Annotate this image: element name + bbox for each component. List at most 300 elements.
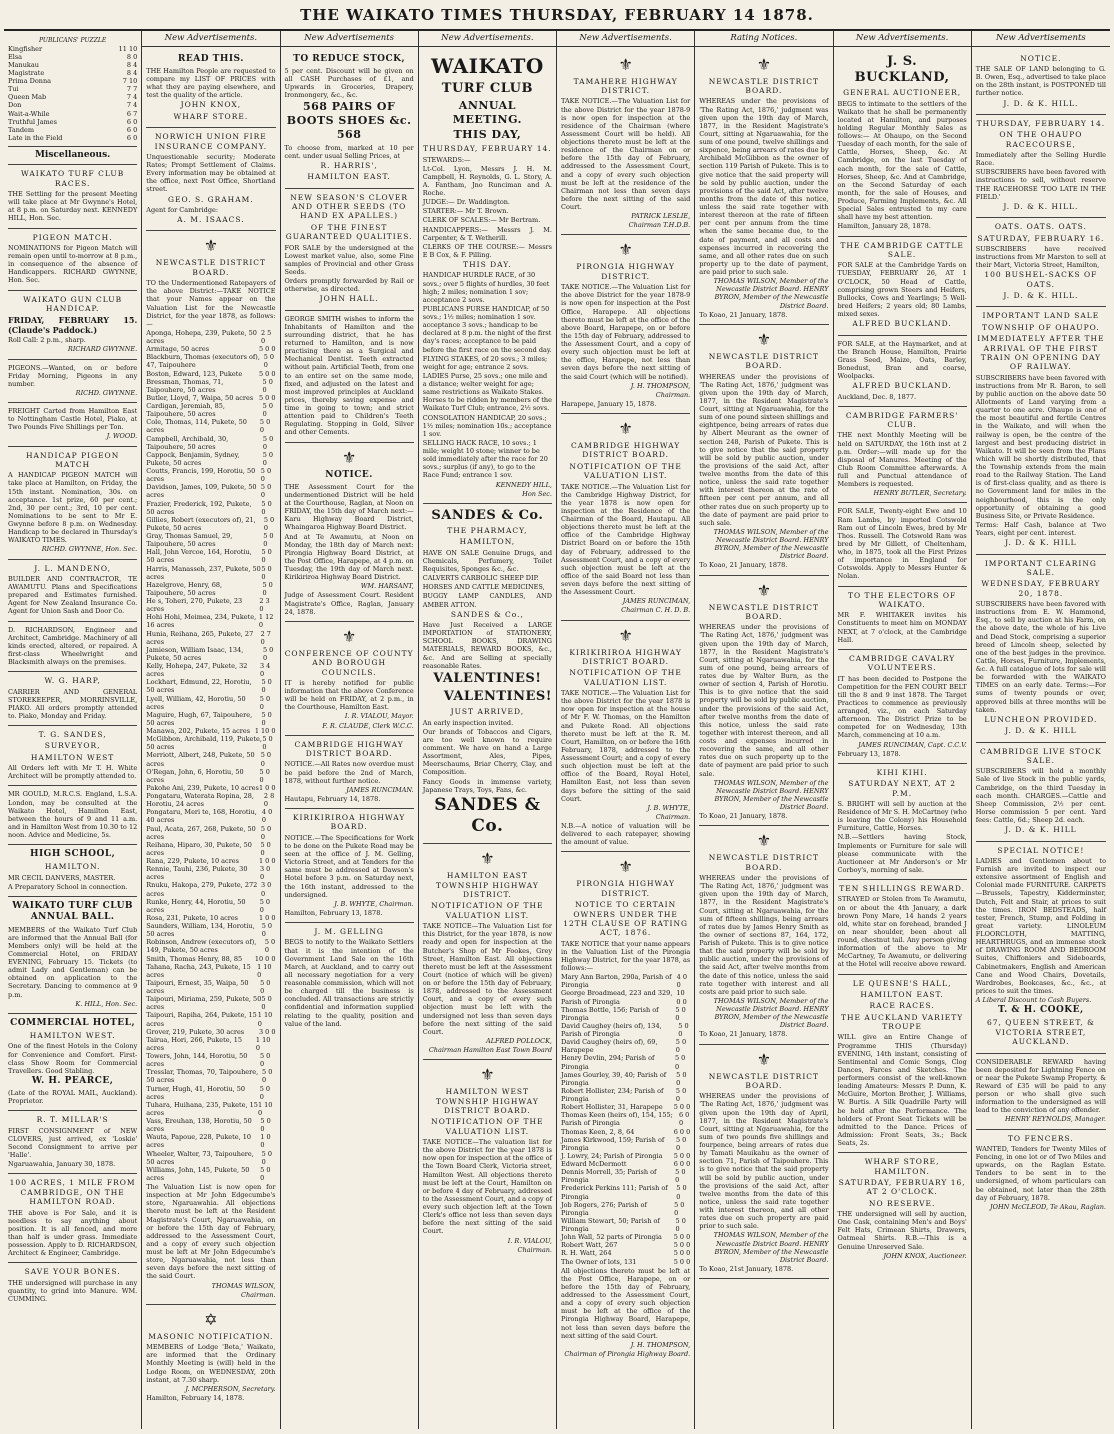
crest-icon: ⚜ <box>618 625 633 645</box>
ad-harp <box>8 672 137 726</box>
row-label: Kingfisher <box>8 44 43 53</box>
ad-mandeno <box>8 560 137 622</box>
ad-date: SATURDAY, FEBRUARY 16. <box>977 233 1105 243</box>
ad-body: BUILDER AND CONTRACTOR, TE AWAMUTU. Plans and Specifications prepared and Estimates furnished. Agent for New Zealand Insurance Co. Agent for Union Sash and Door Co. <box>8 574 138 616</box>
row-label: Jamieson, William Isaac, 134, Pukete, 50 acres <box>146 645 244 662</box>
rating-notice <box>699 826 828 1044</box>
list-item <box>146 467 275 483</box>
ad-title: W. G. HARP, <box>44 676 101 686</box>
ad-subtitle: ANNUAL MEETING. <box>452 98 522 126</box>
row-label: Cardigan, Jeremiah, 85, Taipouhere, 50 acres <box>146 402 225 419</box>
ad-body: MR F. WHITAKER invites his Constituents to meet him on MONDAY NEXT, at 7 o'clock, at the Cambridge Hall. <box>837 611 967 644</box>
column-header: New Advertisements. <box>419 31 556 47</box>
ad-title: WAIKATO <box>430 53 544 78</box>
row-value: 11 10 <box>118 44 138 53</box>
ad-title: CAMBRIDGE HIGHWAY DISTRICT BOARD. <box>570 441 681 460</box>
row-value: 1 10 0 <box>257 1011 273 1028</box>
row-label: Dennis Morrell, 35; Parish of Pirongia <box>561 1168 657 1185</box>
row-label: Tuhara, Huihana, 235, Pukete, 15 acres <box>146 1100 258 1117</box>
row-label: Rennie, Tauhi, 236, Pukete, 30 acres <box>146 865 248 882</box>
ad-name: J. D. & K. HILL <box>1005 538 1077 548</box>
ad-product: CALVERTS CARBOLIC SHEEP DIP. <box>422 574 539 583</box>
row-label: Rosa, 231, Pukete, 10 acres <box>146 913 239 922</box>
ad-title: KIRIKIRIROA HIGHWAY BOARD. <box>292 813 406 832</box>
ad-title: WAIKATO TURF CLUB ANNUAL BALL. <box>12 901 134 923</box>
list-item <box>146 646 275 662</box>
row-value: 5 0 0 <box>673 1233 691 1242</box>
ad-signature: JOHN McCLEOD, Te Akau, Raglan. <box>990 1202 1106 1211</box>
list-item <box>146 329 275 345</box>
list-item <box>146 678 275 694</box>
row-label: Tresslar, Thomas, 70, Taipouhere, 50 acres <box>146 1068 259 1085</box>
ad-subtitle: RACE RACES. <box>869 1001 935 1011</box>
column-header: New Advertisements <box>281 31 418 47</box>
crest-icon: ⚜ <box>480 1065 495 1085</box>
ad-hamilton-west-valuation <box>423 1060 552 1259</box>
crest-icon: ⚜ <box>756 329 772 349</box>
row-value: 5 0 0 <box>258 369 276 378</box>
ad-signature-title: Chairman C. H. D. B. <box>621 606 691 615</box>
row-value: 10 0 0 <box>676 989 687 1006</box>
list-item <box>146 500 275 516</box>
ad-title: NEW SEASON'S CLOVER AND OTHER SEEDS (TO HAND EX APALLES.) <box>290 192 409 221</box>
ad-ohaupo-land <box>976 307 1106 554</box>
ad-body: Unquestionable security; Moderate Rates; Prompt Settlement of Claims. Every information may be obtained at the office, next Post Office, Shortland street. <box>146 152 276 194</box>
ad-title: WAIKATO GUN CLUB HANDICAP. <box>23 294 123 313</box>
row-label: Smith, Thomas Henry, 88, 85 <box>146 954 243 963</box>
list-item <box>146 378 275 394</box>
ad-signature: JAMES RUNCIMAN, Capt. C.C.V. <box>858 740 967 749</box>
list-item <box>146 435 275 451</box>
ad-signature-title: Chairman. <box>517 1245 552 1254</box>
ad-signature: THOMAS WILSON, <box>211 1281 276 1290</box>
row-value: 5 0 0 <box>261 995 272 1012</box>
list-item <box>146 841 275 857</box>
row-label: Truthful James <box>8 117 57 126</box>
ad-body: Our brands of Tobaccos and Cigars, are too well known to require comment. We have on hand a Large Assortment, Ales, Pipes, Meerschaums, Briar Cherry, Clay, and Composition. <box>422 727 552 777</box>
column-4 <box>419 31 557 1429</box>
ad-le-quesne <box>838 975 967 1154</box>
row-value: 5 0 0 <box>260 1165 271 1182</box>
starter: STARTER:— Mr T. Brown. <box>422 207 509 216</box>
ad-body: THE undersigned will sell by auction, One Cask, containing Men's and Boys' Felt Hats, Crimean Shirts, Drawers, Oatmeal Shirts. R.B.—This is a Genuine Unreserved Sale. <box>837 1210 967 1251</box>
row-label: Rana, 229, Pukete, 10 acres <box>146 857 239 865</box>
list-item <box>561 1136 690 1152</box>
valentines-heading-2: VALENTINES! <box>443 689 552 704</box>
stewards-names: Lt-Col. Lyon, Messrs J. H. M. Campbell, H. Reynolds, G. L. Story, A. A. Fantham, Jno Runciman and A. Roche. <box>422 164 552 197</box>
crest-icon: ⚜ <box>756 831 772 851</box>
list-item <box>146 483 275 499</box>
ad-title: ON THE OHAUPO RACECOURSE, <box>999 130 1083 149</box>
row-value: 5 0 0 <box>261 499 272 516</box>
race-event: HANDICAP HURDLE RACE, of 30 sovs.; over 5 flights of hurdles, 30 feet high; 2 miles; nomination 1 sov; acceptance 2 sovs. <box>422 271 550 304</box>
row-value: 5 0 0 <box>673 1103 691 1112</box>
row-label: Cole, Thomas, 114, Pukete, 50 acres <box>146 418 247 435</box>
ad-body: MEMBERS of Lodge 'Beta,' Waikato, are informed that the Ordinary Monthly Meeting is (will) held in the Lodge Room, on WEDNESDAY, 20th instant, at 7.30 sharp. <box>146 1343 276 1384</box>
list-item <box>561 1168 690 1184</box>
ad-masonic <box>146 1305 275 1407</box>
ad-cambridge-highway <box>285 736 414 809</box>
ad-title: NEWCASTLE DISTRICT BOARD. <box>708 76 820 95</box>
ad-title: SPECIAL NOTICE! <box>997 845 1085 855</box>
list-item <box>561 1038 690 1054</box>
row-label: Towers, John, 144, Horotiu, 50 acres <box>146 1052 248 1069</box>
ad-body: FOR SALE, Twenty-eight Ewe and 10 Ram Lambs, by imported Cotswold Ram out of Lincoln Ewes, bred by Mr Thos. Russell. The Cotswold Ram was bred by Mr Gillett, of Cheltenham, who, in 1875, took all the First Prizes of importance in England for Cotswolds. Apply to Messrs Hunter & Nolan. <box>837 507 967 581</box>
row-value: 5 0 0 <box>261 1149 272 1166</box>
ad-date: Hamilton, February 14, 1878. <box>146 1393 245 1402</box>
ad-body: NOTICE.—All Rates now overdue must be paid before the 2nd of March, 1878, without further notice. <box>284 760 414 785</box>
row-label: Kelly, Hohepa, 247, Pukete, 32 acres <box>146 662 248 679</box>
race-event: LADIES Purse, 25 sovs.; one mile and a distance; welter weight for age; same restrictions as Waikato Stakes. Horses to be ridden by members of the Waikato Turf Club; entrance, 2½ sovs. <box>422 371 552 413</box>
ad-when: IMMEDIATELY AFTER THE ARRIVAL OF THE FIRST TRAIN ON OPENING DAY OF RAILWAY. <box>977 334 1105 372</box>
row-label: Mary Ann Barton, 290a, Parish of Pirongia <box>561 973 672 990</box>
row-value: 5 0 0 <box>259 694 271 711</box>
row-label: Butler, Lloyd, 7, Waipa, 50 acres <box>146 393 254 402</box>
row-label: Henry Devlin, 294; Parish of Pirongia <box>561 1054 655 1071</box>
list-item <box>561 1103 690 1111</box>
ad-signature: RICHARD GWYNNE. <box>67 345 138 354</box>
list-item <box>146 1011 275 1027</box>
row-value: 5 0 0 <box>260 483 272 500</box>
ad-body: TO the Undermentioned Ratepayers of the above District:—TAKE NOTICE that your Names appear on the Valuation List for the Newcastle District, for the year 1878, as follows:— <box>146 279 276 328</box>
ad-kirikiriroa <box>285 809 414 923</box>
ad-body: BEGS to intimate to the settlers of the Waikato that he shall be permanently located at Hamilton, and purposes holding Regular Monthly Sales as follows:— At Ohaupo, on the Second Tuesday of each month, for the sale of Cattle, Horses, Sheep, &c. At Cambridge, on the last Tuesday of each month, for the sale of Cattle, Horses, Sheep, &c. And at Cambridge, on the Second Saturday of each month, for the sale of Houses, and Produce, Farming Implements, &c. All Special Sales entrusted to my care shall have my best attention. <box>837 99 967 222</box>
column-1 <box>4 31 142 1429</box>
row-value: 8 4 <box>126 68 138 77</box>
row-label: John Wall, 52 parts of Pirongia <box>561 1233 662 1242</box>
ad-norwich-union <box>146 128 275 231</box>
clerks-of-course: CLERKS OF THE COURSE:— Messrs E B Cox, & F. Pilling. <box>422 242 552 259</box>
ad-body: TAKE NOTICE—The Valuation List for this District, for the year 1878, is now ready and open for inspection at the Butcher's Shop of Mr Fookes, Grey Street, Hamilton East. All objections thereto must be left at the Assessment Court (notice of which will be given) on or before the 15th day of February, 1878, addressed to the Assessment Court, and a copy of every such objection must be left with the undersigned not less than seven days before the next sitting of the said Court. <box>422 922 552 1036</box>
row-label: Robert Hollister, 31, Harapepe <box>561 1103 663 1112</box>
ad-body: A HANDICAP PIGEON MATCH will take place at Hamilton, on Friday, the 15th instant. Nomination, 30s. on acceptance. 1st prize, 60 per cent.; 2nd, 30 per cent.; 3rd, 10 per cent. Nominations to be sent to Mr E. Gwynne before 8 p.m. on Wednesday. Handicap to be declared in Thursday's WAIKATO TIMES. <box>8 471 138 545</box>
ad-title: NEWCASTLE DISTRICT BOARD. <box>708 351 820 371</box>
table-row <box>8 45 137 53</box>
ad-signature: J. MCPHERSON, Secretary. <box>185 1384 276 1393</box>
row-label: Tui <box>8 85 19 94</box>
ad-place: HAMILTON WEST <box>30 752 115 762</box>
ad-cambridge-valuation <box>561 414 690 621</box>
ad-date: February 13, 1878. <box>837 749 901 758</box>
row-label: Tandem <box>8 125 35 134</box>
ad-pirongia-owners <box>561 852 690 1363</box>
ad-date: To Koao, 21 January, 1878. <box>699 561 788 570</box>
ad-signature: RICHD. GWYNNE, Hon. Sec. <box>41 545 138 554</box>
row-value: 5 0 0 <box>261 710 272 727</box>
ad-date: Hautapu, February 14, 1878. <box>284 794 381 803</box>
row-label: Saunders, William, 134, Horotiu, 50 acres <box>146 922 255 939</box>
row-value: 5 0 0 <box>260 751 272 768</box>
ad-title: J. S. BUCKLAND, <box>854 53 950 85</box>
row-label: R. H. Watt, 264 <box>561 1249 612 1258</box>
row-label: Davidson, James, 109, Pukete, 50 acres <box>146 483 257 500</box>
ad-date: THURSDAY, FEBRUARY 14. <box>976 118 1106 128</box>
column-6 <box>695 31 833 1429</box>
ad-note: A Liberal Discount to Cash Buyers. <box>975 996 1092 1004</box>
list-item <box>146 451 275 467</box>
row-value: 4 0 0 <box>261 808 273 825</box>
list-item <box>146 1166 275 1182</box>
list-item <box>146 963 275 979</box>
ad-place: WHARF STORE. <box>173 111 249 121</box>
list-item <box>146 394 275 402</box>
list-item <box>561 973 690 989</box>
list-item <box>146 955 275 963</box>
list-item <box>146 370 275 378</box>
ad-newcastle-valuation <box>146 231 275 1304</box>
list-item <box>561 1233 690 1241</box>
race-day-heading: THIS DAY. <box>463 260 512 269</box>
table-heading: PUBLICANS' PUZZLE <box>38 37 107 44</box>
row-label: Wheeler, Walter, 73, Taipouhere, 50 acres <box>146 1149 254 1166</box>
row-value: 3 0 0 <box>258 1027 276 1036</box>
row-label: Magistrate <box>8 68 45 77</box>
ad-signature: J. B. WHYTE, Chairman. <box>334 899 414 908</box>
row-value: 1 10 0 <box>257 962 272 979</box>
ad-name: ALFRED BUCKLAND. <box>852 319 952 329</box>
ad-signature-title: Judge of Assessment Court. Resident Magistrate's Office, Raglan, January 24, 1878. <box>284 591 414 616</box>
ad-body: D. RICHARDSON, Engineer and Architect, Cambridge. Machinery of all kinds erected, altered, or repaired. A first-class Wheelwright and Blacksmith always on the premises. <box>8 625 138 666</box>
ad-body: To choose from, marked at 10 per cent. under usual Selling Prices, at <box>284 143 414 160</box>
ad-name: ALFRED BUCKLAND. <box>852 381 952 391</box>
ad-millar <box>8 1111 137 1174</box>
ad-title: TEN SHILLINGS REWARD. <box>839 884 965 893</box>
list-item <box>146 630 275 646</box>
row-label: Frederick Perkins 111; Parish of Pirongia <box>561 1184 668 1201</box>
ad-title: CAMBRIDGE CAVALRY VOLUNTEERS. <box>848 653 956 673</box>
columns <box>4 31 1110 1429</box>
rating-notice <box>699 325 828 576</box>
rating-notice <box>699 50 828 325</box>
ad-gelling <box>285 923 414 1033</box>
row-label: Harris, Manasseh, 237, Pukete, 50 acres <box>146 564 261 581</box>
row-value: 7 4 <box>126 93 138 102</box>
ad-bones <box>8 1263 137 1308</box>
ad-body: FOR SALE, at the Haymarket, and at the Branch House, Hamilton, Prairie Grass Seed, Maize, Oats, Barley, Bonedust, Bran and coarse, Woolpacks. <box>837 339 967 380</box>
ad-signature-title: Hon Sec. <box>522 489 552 498</box>
row-label: Job Rogers, 276; Parish of Pirongia <box>561 1200 647 1217</box>
ad-terms: Terms: Half Cash, balance at Two Years, eight per cent. interest. <box>975 520 1106 537</box>
ad-body: IT is hereby notified for public information that the above Conference will be held on FRIDAY, at 2 p.m., in the Courthouse, Hamilton East. <box>284 678 414 712</box>
row-value: 5 0 0 <box>259 418 271 435</box>
row-label: Elsa <box>8 52 23 61</box>
ad-title: KIHI KIHI. <box>876 767 928 777</box>
row-value: 5 0 0 <box>261 548 272 565</box>
table-row <box>8 126 137 134</box>
list-item <box>146 938 275 954</box>
row-label: Thomas Keen, 2, 8, 64 <box>561 1127 635 1136</box>
ad-body: SUBSCRIBERS have been favored with instructions from E. W. Hammond, Esq., to sell by auction at his Farm, on the above date, the whole of his Live and Dead Stock, comprising a superior breed of Lincoln sheep, selected by one of the best judges in the province. Cattle, Horses, Furniture, Implements, &c. A full catalogue of lots for sale will be forwarded with the WAIKATO TIMES on an early date. Terms:—For sums of twenty pounds or over, approved bills at three months will be taken. <box>975 600 1106 714</box>
ad-body: FREIGHT Carted from Hamilton East to Nottingham Castle Hotel, Piako, at Two Pounds Five Shillings per Ton. <box>8 407 138 432</box>
ad-body: WHEREAS under the provisions of 'The Rating Act, 1876,' judgment was given upon the 19th day of March, 1877, in the Resident Magistrate's Court, sitting at Ngaruawahia, for the sum of one pound sixteen shillings and eightpence, being arrears of rates due by Albert Meurant as the owner of section 248, Parish of Pukete. This is to give notice that the said property will be sold by public auction, under the provisions of the said Act, after twelve months from the date of this notice, unless the said rate together with interest thereon at the rate of fifteen per cent per annum, and all other rates due on such property up to the date of payment are paid prior to such sale. <box>699 372 829 527</box>
ad-title: NEWCASTLE DISTRICT BOARD. <box>708 602 820 621</box>
row-value: 5 0 0 <box>676 1070 687 1087</box>
row-label: James Kirkwood, 159; Parish of Pirongia <box>561 1135 665 1152</box>
list-item <box>146 711 275 727</box>
race-event: CONSOLATION HANDICAP, 20 sovs.; 1½ miles; nomination 10s.; acceptance 1 sov. <box>422 413 552 438</box>
row-label: Rnuku, Hakopa, 279, Pukete, 272 acres <box>146 881 258 898</box>
column-header: New Advertisements. <box>834 31 971 47</box>
row-label: Taipouri, Ernest, 35, Waipa, 50 acres <box>146 978 249 995</box>
row-label: Vass, Ereuhan, 138, Horotiu, 50 acres <box>146 1117 252 1134</box>
ad-body: NOTICE.—The Specifications for Work to be done on the Pukete Road may be seen at the office of J. M. Gelling, Victoria Street, and at Tenders for the same must be addressed at Dawson's Hotel before 3 p.m. on Saturday next, the 16th instant, addressed to the undersigned. <box>284 833 414 899</box>
list-item <box>146 597 275 613</box>
ad-subtitle: NOTIFICATION OF THE VALUATION LIST. <box>569 461 682 481</box>
row-label: Reihana, Hiparo, 30, Pukete, 50 acres <box>146 840 252 857</box>
list-item <box>146 613 275 629</box>
table-row <box>8 77 137 85</box>
ad-signature-title: Chairman T.H.D.B. <box>628 221 691 230</box>
row-label: Campbell, Archibald, 30, Taipouhere, 50 acres <box>146 434 229 451</box>
ad-body: Orders promptly forwarded by Rail or otherwise, as directed. <box>284 277 414 294</box>
row-value: 2 8 0 <box>263 792 275 809</box>
row-label: Prima Donna <box>8 77 52 85</box>
judge: JUDGE:— Dr. Waddington. <box>422 198 510 207</box>
ad-body: (Late of the ROYAL MAIL, Auckland). Proprietor. <box>8 1089 138 1106</box>
row-label: Wauta, Papoue, 228, Pukete, 10 acres <box>146 1133 251 1150</box>
ad-body: SUBSCRIBERS have received instructions from Mr Marston to sell at their Mart, Victoria Street, Hamilton, <box>975 244 1106 270</box>
list-item <box>561 1160 690 1168</box>
ad-signature: PATRICK LESLIE, <box>631 212 691 221</box>
ad-title: TAMAHERE HIGHWAY DISTRICT. <box>573 76 678 95</box>
row-value: 5 0 0 <box>258 393 276 402</box>
list-item <box>146 768 275 784</box>
row-label: Lockhart, Edmund, 22, Horotiu, 50 acres <box>146 678 252 695</box>
crest-icon: ⚜ <box>756 54 772 74</box>
ad-body: One of the finest Hotels in the Colony for Convenience and Comfort. First-class Show Room for Commercial Travellers. Good Stabling. <box>8 1042 138 1075</box>
ad-name: J. D. & K. HILL. <box>1003 201 1079 211</box>
list-item <box>561 1128 690 1136</box>
column-header: Rating Notices. <box>695 31 832 47</box>
ad-title: TO REDUCE STOCK, <box>293 53 406 64</box>
ad-signature: THOMAS WILSON, Member of the Newcastle District Board. HENRY BYRON, Member of the Newcastle District Board. <box>713 778 829 811</box>
list-item <box>561 1249 690 1257</box>
ad-dentist <box>285 311 414 443</box>
list-item <box>146 1068 275 1084</box>
column-7 <box>834 31 972 1429</box>
ad-body: A Preparatory School in connection. <box>8 882 128 891</box>
crest-icon: ⚜ <box>618 240 633 260</box>
row-label: Frazier, Frederick, 192, Pukete, 50 acres <box>146 499 252 516</box>
ad-signature: HENRY BUTLER, Secretary. <box>873 489 967 498</box>
row-value: 6 0 <box>126 125 138 134</box>
row-value: 5 0 0 <box>673 1241 691 1250</box>
row-label: Wait-a-While <box>8 109 50 118</box>
row-value: 1 10 0 <box>254 727 276 735</box>
ad-title: 100 ACRES, 1 MILE FROM CAMBRIDGE, ON THE HAMILTON ROAD. <box>9 1178 136 1207</box>
list-item <box>146 532 275 548</box>
crest-icon: ⚜ <box>203 236 219 256</box>
row-value: 10 0 0 <box>254 954 276 963</box>
ad-title: MASONIC NOTIFICATION. <box>148 1331 274 1341</box>
row-label: Coutts, Francis, 199, Horotiu, 50 acres <box>146 467 256 484</box>
row-label: Turner, Hugh, 41, Horotiu, 50 acres <box>146 1084 246 1101</box>
ad-date: To Koao, 21 January, 1878. <box>699 310 788 319</box>
ad-kirikiriroa-valuation <box>561 621 690 853</box>
ad-subtitle: NOTIFICATION OF THE VALUATION LIST. <box>431 901 544 920</box>
row-label: James Gourley, 39, 40; Parish of Pirongia <box>561 1070 667 1087</box>
row-value: 8 0 <box>126 52 138 61</box>
list-item <box>146 1117 275 1133</box>
weights-table <box>8 45 137 143</box>
column-3 <box>281 31 419 1429</box>
row-label: Hohi Hohi, Meimea, 234, Pukete, 16 acres <box>146 613 257 630</box>
table-row <box>8 69 137 77</box>
ad-body: CARRIER AND GENERAL STOREKEEPER, MORRINSVILLE, PIAKO. All orders promptly attended to. Piako, Monday and Friday. <box>8 687 138 720</box>
valuation-list <box>146 329 275 1182</box>
ad-body: WHEREAS under the provisions of 'The Rating Act, 1876,' judgment was given upon the 19th day of March, 1877, in the Resident Magistrate's Court, sitting at Ngaruawahia, for the sum of one pound, being arrears of rates due by Walter Burn, as the owner of section 4, Parish of Horotiu. This is to give notice that the said property will be sold by public auction, under the provisions of the said Act, after twelve months from the date of this notice, unless the said rate together with interest thereon, and all costs and expenses incurred in recovering the same, and all other rates due on such property up to the date of payment are paid prior to such sale. <box>699 623 829 778</box>
list-item <box>561 1087 690 1103</box>
row-label: Robert Hollister, 234; Parish of Pirongia <box>561 1086 664 1103</box>
ad-body: All objections thereto must be left at the Post Office, Harapepe, on or before the 15th day of February, addressed to the Assessment Court, and a copy of every such objection must be left at the office of the Pirongia Highway Board, Harapepe, not less than seven days before the next sitting of the said Court. <box>561 1266 691 1340</box>
ad-title: OATS. OATS. OATS. <box>994 222 1087 232</box>
row-label: Thomas Keen (heirs of), 154, 155; Parish of Pirongia <box>561 1111 673 1128</box>
row-value: 5 0 0 <box>260 840 271 857</box>
ad-name: SANDES & Co., <box>450 609 524 619</box>
ad-signature: J. B. WHYTE, <box>647 803 691 812</box>
ad-title: NORWICH UNION FIRE INSURANCE COMPANY. <box>154 132 268 151</box>
ad-live-stock <box>976 743 1106 842</box>
ad-lambs <box>838 503 967 586</box>
list-item <box>146 418 275 434</box>
row-label: McGibbon, Archibald, 119, Pukete, 50 acres <box>146 735 262 752</box>
ad-body: FOR SALE at the Cambridge Yards on TUESDAY, FEBRUARY 26, AT 1 O'CLOCK, 50 Head of Cattle, comprising grown Steers and Heifers, Bullocks, Cows and Yearlings; 5 Well-bred Heifers; 2 years old; 80 Lambs, mixed sexes. <box>837 261 967 318</box>
row-value: 5 0 0 <box>261 564 272 581</box>
ad-note: N.B.—Settlers having Stock, Implements or Furniture for sale will please communicate with the Auctioneer at Mr Anderson's or Mr Corboy's, morning of sale. <box>837 833 967 874</box>
ad-title: NOTICE. <box>1020 53 1062 63</box>
ad-subtitle: NOTIFICATION OF THE VALUATION LIST. <box>431 1117 544 1136</box>
row-label: Hazelgrove, Henry, 68, Taipouhere, 50 acres <box>146 580 223 597</box>
list-item <box>146 1036 275 1052</box>
crest-icon: ⚜ <box>618 857 633 877</box>
race-events <box>423 271 552 479</box>
row-label: Gillies, Robert (executors of), 21, Pukete, 50 acres <box>146 515 256 532</box>
ad-signature: J. WOOD. <box>106 432 138 441</box>
ad-electors <box>838 587 967 650</box>
ad-title: IMPORTANT LAND SALE <box>982 311 1100 321</box>
row-value: 5 0 0 <box>261 922 273 939</box>
row-label: J. Lowry, 24; Parish of Pirongia <box>561 1151 663 1160</box>
row-value: 1 10 0 <box>255 1035 271 1052</box>
ad-farmers-club <box>838 407 967 504</box>
list-item <box>146 881 275 897</box>
row-label: Paul, Acata, 267, 268, Pukete, 50 acres <box>146 824 256 841</box>
row-value: 5 0 0 <box>675 1135 687 1152</box>
row-value: 5 0 0 <box>262 377 273 394</box>
row-label: Boston, Edward, 123, Pukete <box>146 369 243 378</box>
ad-subtitle: OF THE FINEST GUARANTEED QUALITIES. <box>285 222 413 242</box>
masthead: THE WAIKATO TIMES THURSDAY, FEBRUARY 14 1878. <box>4 6 1110 31</box>
ad-name: J. D. & K. HILL. <box>1003 98 1079 108</box>
ad-signature: JAMES RUNCIMAN, <box>622 597 691 606</box>
row-value: 7 7 <box>126 85 138 94</box>
ad-assessment-notice <box>285 443 414 622</box>
row-label: Edward McDermott <box>561 1160 627 1168</box>
row-value: 5 0 0 <box>262 402 274 419</box>
ad-troupe: THE AUCKLAND VARIETY TROUPE <box>841 1012 964 1031</box>
ad-body: 5 per cent. Discount will be given on all CASH Purchases of £1, and Upwards in Groceries, Drapery, Ironmongery, &c., &c. <box>284 66 414 100</box>
clerk-of-scales: CLERK OF SCALES:— Mr Bertram. <box>422 216 541 225</box>
column-header: New Advertisements <box>972 31 1110 47</box>
ad-title: WHARF STORE, HAMILTON. <box>864 1157 940 1176</box>
ad-body: THE next Monthly Meeting will be held on SATURDAY, the 16th inst at 2 p.m. Order:—will made up for the disposal of Manures. Meeting of the Club Room Committee afterwards. A full and Punctual attendance of Members is requested. <box>837 431 967 489</box>
ad-body: Roll Call: 2 p.m., sharp. <box>8 336 86 345</box>
ad-signature: K. HILL, Hon. Sec. <box>75 999 138 1008</box>
ad-conference <box>285 622 414 736</box>
ad-date: To Koao, 21st January, 1878. <box>699 1264 794 1273</box>
ad-body: FOR SALE by the undersigned at the Lowest market value, also, some Fine samples of Provincial and other Grass Seeds. <box>284 243 414 276</box>
ad-name: JOHN HALL. <box>319 294 379 304</box>
